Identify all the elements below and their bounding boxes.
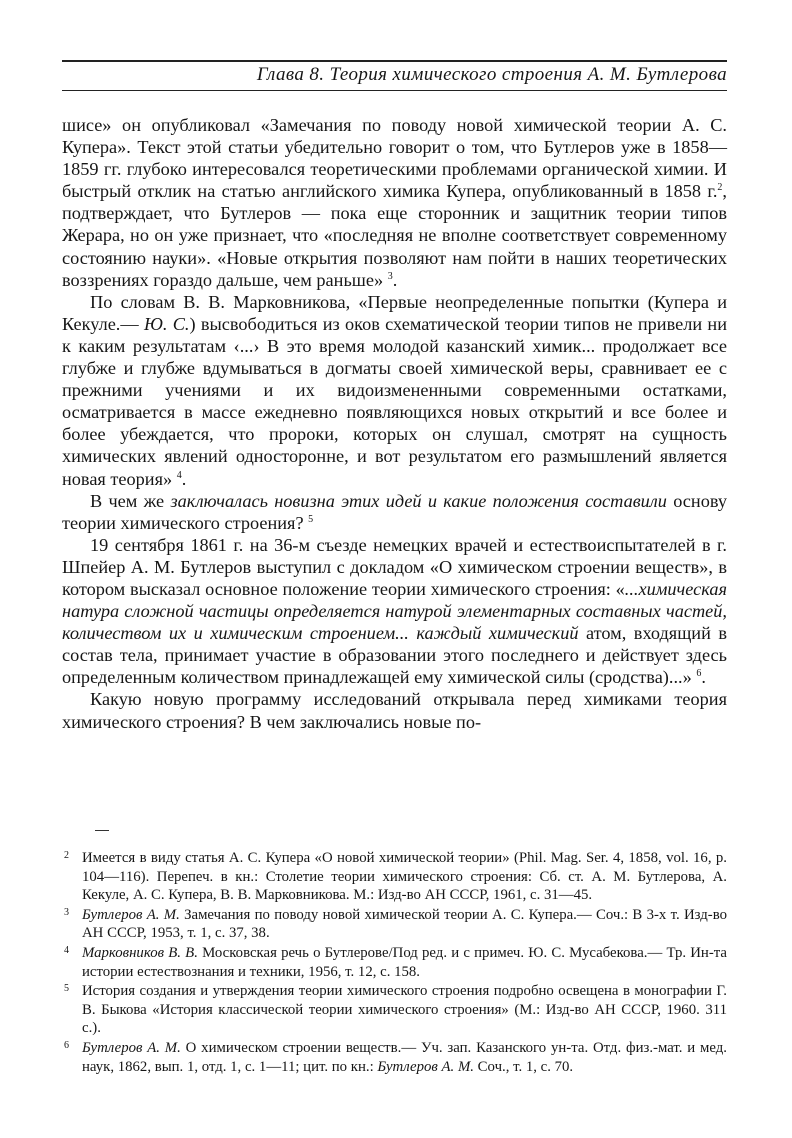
footnote-ref: 4 <box>176 469 182 481</box>
paragraph <box>62 688 727 732</box>
footnote-number: 4 <box>64 944 69 956</box>
text-run: По словам В. В. Марковникова, «Первые неопределенные попытки (Купера и Кекуле.— <box>62 291 727 334</box>
footnote-number: 3 <box>64 906 69 918</box>
footnote <box>62 849 727 905</box>
italic-run: заключалась новизна этих идей и какие положения составили <box>170 490 667 511</box>
footnote-ref: 5 <box>308 513 314 525</box>
italic-run: Марковников В. В. <box>82 944 198 961</box>
italic-run: Бутлеров А. М. <box>82 1039 181 1056</box>
footnote-ref: 2 <box>717 182 723 194</box>
paragraph <box>62 534 727 689</box>
footnote-number: 2 <box>64 850 69 861</box>
text-run: В чем же <box>90 490 171 511</box>
text-run: шисе» он опубликовал «Замечания по поводу новой химической теории А. С. Купера». Текст этой статьи убедительно говорит о том, что Бутлеров уже в 1858—1859 гг. глубоко интересовался теоретическими проблемами органической химии. И быстрый отклик на статью английского химика Купера, опубликованный в 1858 г. <box>62 115 727 202</box>
text-run: Московская речь о Бутлерове/Под ред. и с примеч. Ю. С. Мусабекова.— Тр. Ин-та истории естествознания и техники, 1956, т. 12, с. 158. <box>82 944 727 980</box>
text-run: Имеется в виду статья А. С. Купера «О новой химической теории» (Phil. Mag. Ser. 4, 1858, vol. 16, p. 104—116). Перепеч. в кн.: Столетие теории химического строения: Сб. ст. А. М. Бутлерова, А. Кекуле, А. С. Купера, В. В. Марковникова. М.: Изд-во АН СССР, 1961, с. 31—45. <box>82 850 727 904</box>
text-run: 19 сентября 1861 г. на 36-м съезде немецких врачей и естествоиспытателей в г. Шпейер А. М. Бутлеров выступил с докладом «О химическом строении веществ», в котором высказал основное положение теории химического строения: « <box>62 534 727 599</box>
footnote-number: 5 <box>64 983 69 995</box>
footnote <box>62 982 727 1038</box>
footnote-number: 6 <box>64 1039 69 1051</box>
running-title: Глава 8. Теория химического строения А. М. Бутлерова <box>256 64 727 85</box>
footnote-ref: 3 <box>387 270 393 282</box>
text-run: . <box>392 269 398 290</box>
footnote <box>62 906 727 943</box>
text-run: История создания и утверждения теории химического строения подробно освещена в монографии Г. В. Быкова «История классической теории химического строения» (М.: Изд-во АН СССР, 1960. 311 с.). <box>82 983 727 1037</box>
text-run: Какую новую программу исследований открывала перед химиками теория химического строения? В чем заключались новые по- <box>62 689 727 732</box>
footnote-separator <box>95 830 109 831</box>
body-text <box>62 114 727 733</box>
footnote-ref: 6 <box>696 668 702 680</box>
header-rule-top <box>62 60 727 62</box>
italic-run: Ю. С. <box>143 313 190 334</box>
footnote <box>62 1039 727 1076</box>
paragraph <box>62 114 727 291</box>
header-rule-bottom <box>62 90 727 91</box>
paragraph <box>62 490 727 534</box>
italic-run: Бутлеров А. М. <box>377 1058 474 1075</box>
footnotes <box>62 849 727 1077</box>
italic-run: Бутлеров А. М. <box>82 906 180 923</box>
text-run: . <box>181 468 187 489</box>
footnote <box>62 944 727 981</box>
text-run: основу теории химического строения? <box>62 490 727 533</box>
text-run: О химическом строении веществ.— Уч. зап. Казанского ун-та. Отд. физ.-мат. и мед. наук, 1862, вып. 1, отд. 1, с. 1—11; цит. по кн.: <box>82 1039 727 1075</box>
text-run: ) высвободиться из оков схематической теории типов не привели ни к каким результатам ‹...› В это время молодой казанский химик... продолжает все глубже и глубже вдумываться в догматы своей химической веры, сравнивает ее с прежними учениями и их видоизмененными современными остатками, осматривается в массе ежедневно появляющихся новых открытий и все более и более убеждается, что пророки, которых он слушал, смотрят на сущность химических явлений односторонне, и вот результатом его размышлений является новая теория» <box>62 313 727 489</box>
italic-run: ...химическая натура сложной частицы определяется натурой элементарных составных частей, количеством их и химическим строением... каждый химический <box>62 578 727 644</box>
text-run: атом, входящий в состав тела, принимает участие в образовании этого последнего и действует здесь определенным количеством принадлежащей ему химической силы (сродства)...» <box>62 623 727 688</box>
text-run: Замечания по поводу новой химической теории А. С. Купера.— Соч.: В 3-х т. Изд-во АН СССР, 1953, т. 1, с. 37, 38. <box>82 906 727 942</box>
text-run: . <box>701 667 706 688</box>
paragraph <box>62 291 727 490</box>
text-run: , подтверждает, что Бутлеров — пока еще сторонник и защитник теории типов Жерара, но он уже признает, что «последняя не вполне соответствует современному состоянию науки». «Новые открытия позволяют нам пойти в наших теоретических воззрениях гораздо дальше, чем раньше» <box>62 181 727 290</box>
text-run: Соч., т. 1, с. 70. <box>473 1058 574 1075</box>
